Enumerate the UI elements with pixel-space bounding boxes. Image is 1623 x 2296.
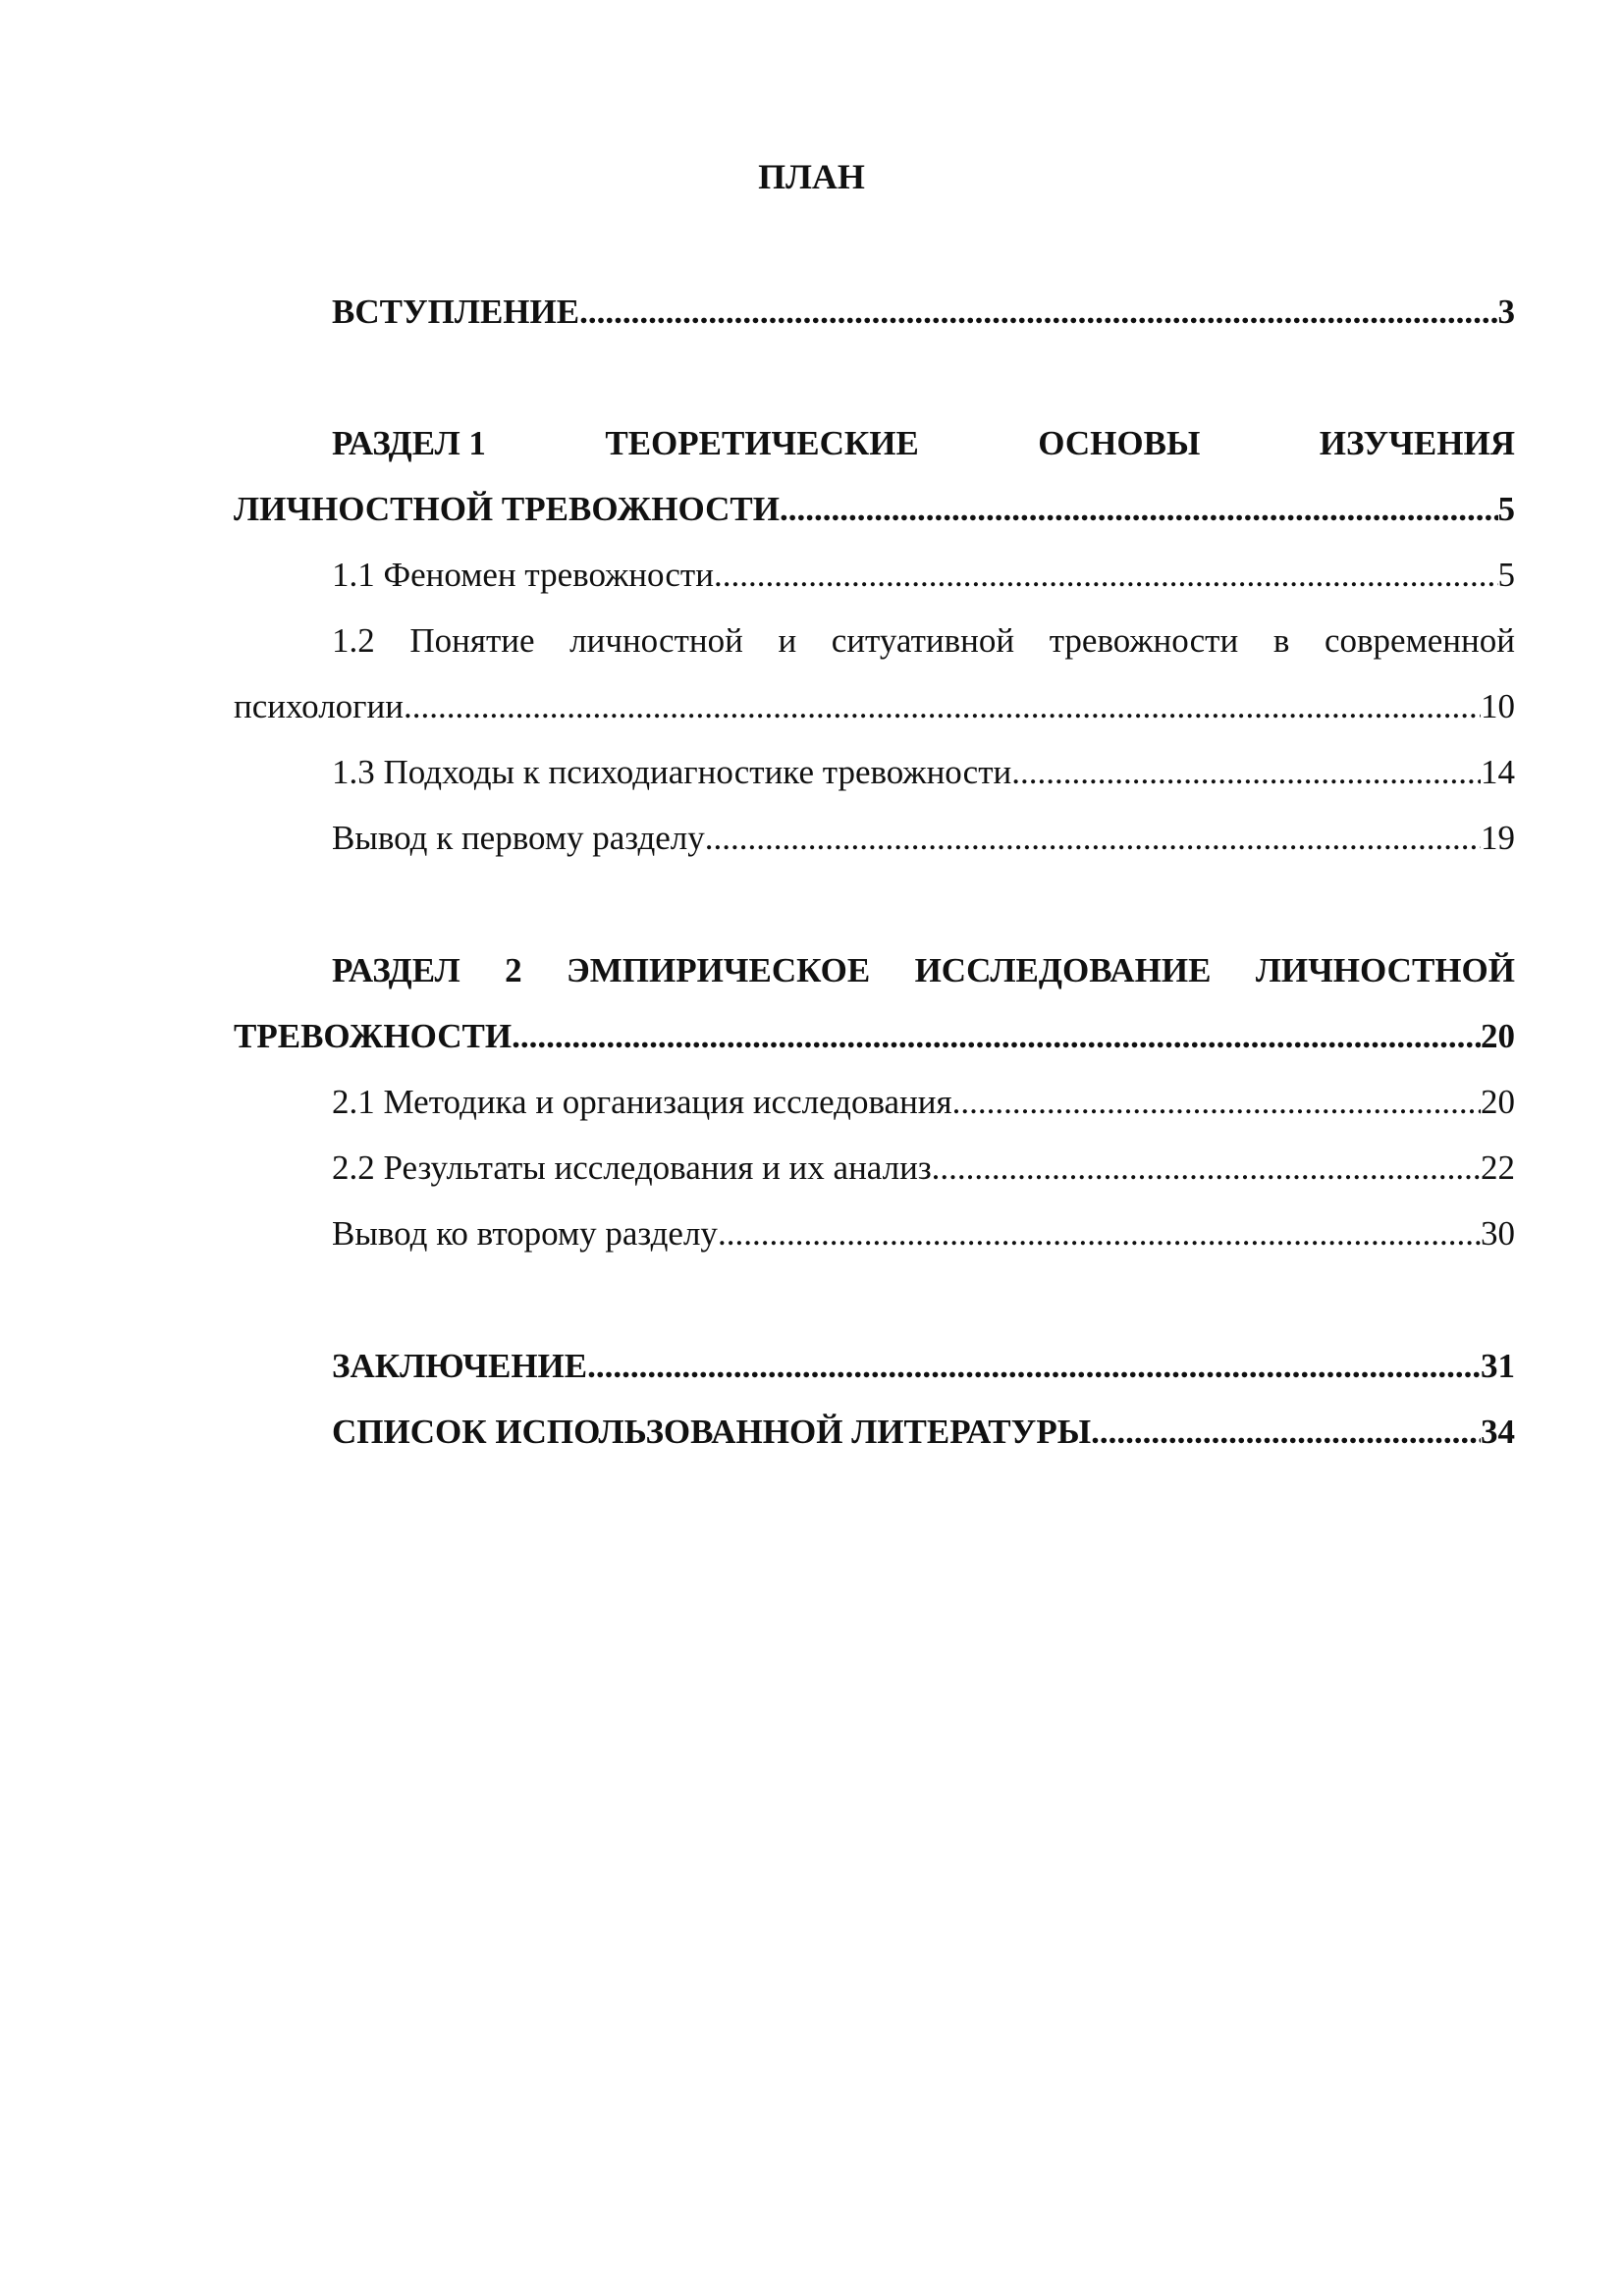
heading-word: ОСНОВЫ (1038, 424, 1201, 462)
toc-leader-dots (587, 1345, 1481, 1388)
entry-word: современной (1324, 621, 1515, 660)
toc-leader-dots (512, 1015, 1481, 1058)
toc-entry-label: Вывод ко второму разделу (332, 1214, 718, 1253)
toc-entry-1-2-line2[interactable] (234, 685, 1515, 728)
toc-leader-dots (579, 291, 1497, 334)
entry-word: и (778, 621, 797, 660)
toc-page-number: 5 (1497, 490, 1515, 528)
toc-leader-dots (952, 1081, 1481, 1124)
toc-leader-dots (714, 554, 1498, 597)
toc-page-number: 31 (1481, 1347, 1515, 1385)
toc-entry-label: 1.3 Подходы к психодиагностике тревожности (332, 753, 1012, 791)
toc-leader-dots (780, 488, 1497, 531)
toc-entry-label: 1.1 Феномен тревожности (332, 556, 714, 594)
toc-entry-label: ТРЕВОЖНОСТИ (234, 1017, 513, 1055)
toc-page-number: 20 (1481, 1083, 1515, 1121)
toc-entry-1-3[interactable] (332, 751, 1515, 794)
heading-word: 2 (505, 951, 522, 989)
toc-entry-references[interactable] (332, 1411, 1515, 1454)
page-title: ПЛАН (758, 157, 865, 196)
toc-entry-conclusion[interactable] (332, 1345, 1515, 1388)
heading-word: ЛИЧНОСТНОЙ (1255, 951, 1515, 989)
toc-leader-dots (1091, 1411, 1481, 1454)
toc-page-number: 10 (1481, 687, 1515, 725)
toc-leader-dots (404, 685, 1481, 728)
toc-section1-heading-line1[interactable] (332, 422, 1515, 465)
toc-entry-section2-summary[interactable] (332, 1212, 1515, 1255)
entry-word: личностной (569, 621, 743, 660)
heading-word: ТЕОРЕТИЧЕСКИЕ (605, 424, 919, 462)
toc-leader-dots (1011, 751, 1481, 794)
toc-section2-heading-line1[interactable] (332, 949, 1515, 992)
toc-page-number: 30 (1481, 1214, 1515, 1253)
toc-page-number: 20 (1481, 1017, 1515, 1055)
toc-leader-dots (932, 1147, 1481, 1190)
heading-word: РАЗДЕЛ (332, 951, 460, 989)
toc-page-number: 5 (1497, 556, 1515, 594)
entry-word: в (1272, 621, 1290, 660)
entry-word: ситуативной (831, 621, 1015, 660)
heading-word: РАЗДЕЛ 1 (332, 424, 486, 462)
heading-word: ИЗУЧЕНИЯ (1319, 424, 1515, 462)
toc-section1-heading-line2[interactable] (234, 488, 1515, 531)
entry-word: тревожности (1049, 621, 1239, 660)
toc-entry-label: психологии (234, 687, 404, 725)
toc-entry-label: ВСТУПЛЕНИЕ (332, 293, 580, 331)
heading-word: ЭМПИРИЧЕСКОЕ (566, 951, 871, 989)
toc-section2-heading-line2[interactable] (234, 1015, 1515, 1058)
toc-entry-2-2[interactable] (332, 1147, 1515, 1190)
toc-entry-label: 2.2 Результаты исследования и их анализ (332, 1148, 932, 1187)
toc-page-number: 22 (1481, 1148, 1515, 1187)
toc-entry-label: 2.1 Методика и организация исследования (332, 1083, 952, 1121)
toc-entry-label: СПИСОК ИСПОЛЬЗОВАННОЙ ЛИТЕРАТУРЫ (332, 1413, 1092, 1451)
toc-entry-1-2-line1[interactable] (332, 619, 1515, 663)
heading-word: ИССЛЕДОВАНИЕ (914, 951, 1212, 989)
toc-leader-dots (718, 1212, 1481, 1255)
toc-page-number: 14 (1481, 753, 1515, 791)
toc-entry-section1-summary[interactable] (332, 817, 1515, 860)
toc-page-number: 19 (1481, 819, 1515, 857)
toc-entry-label: Вывод к первому разделу (332, 819, 705, 857)
entry-word: 1.2 (332, 621, 375, 660)
toc-entry-label: ЗАКЛЮЧЕНИЕ (332, 1347, 588, 1385)
entry-word: Понятие (409, 621, 535, 660)
toc-entry-intro[interactable] (332, 291, 1515, 334)
toc-entry-label: ЛИЧНОСТНОЙ ТРЕВОЖНОСТИ (234, 490, 781, 528)
toc-leader-dots (705, 817, 1481, 860)
toc-entry-2-1[interactable] (332, 1081, 1515, 1124)
toc-page-number: 3 (1497, 293, 1515, 331)
toc-entry-1-1[interactable] (332, 554, 1515, 597)
toc-page-number: 34 (1481, 1413, 1515, 1451)
